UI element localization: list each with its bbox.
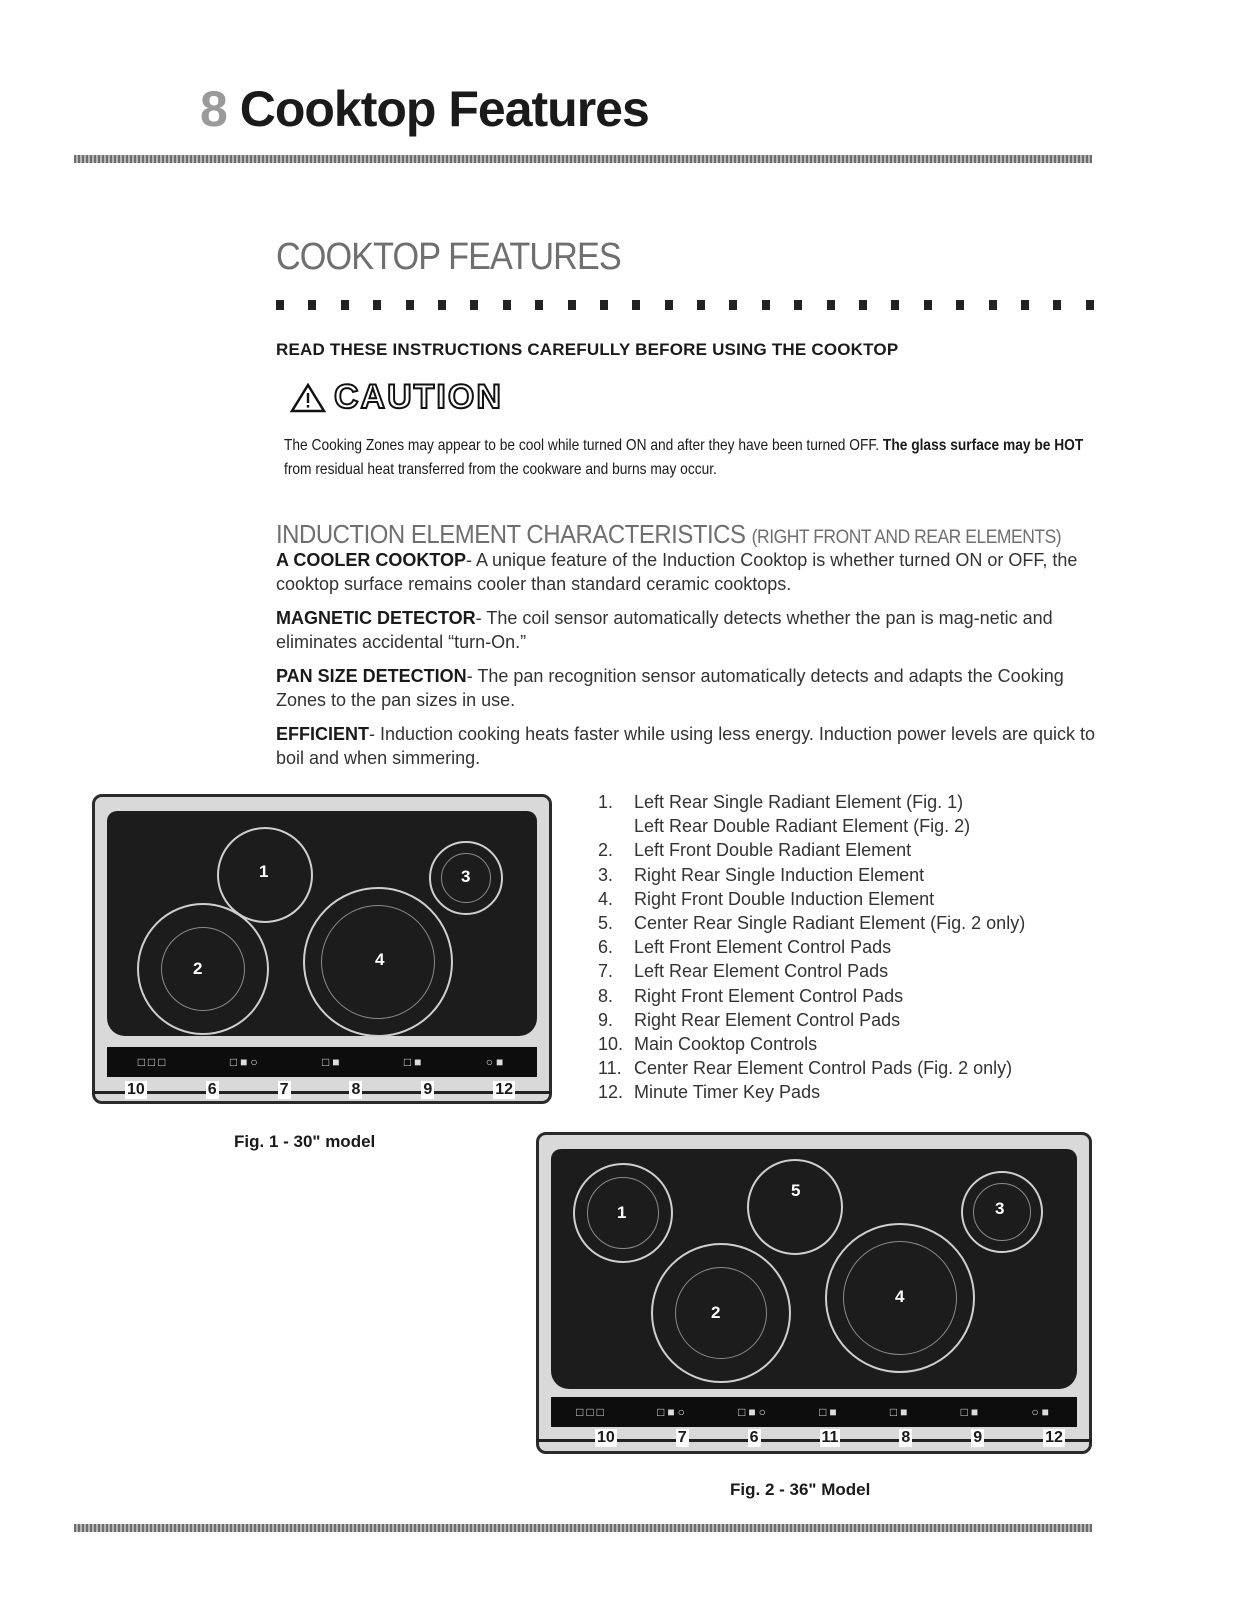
- chapter-heading: [200, 80, 649, 138]
- features-list: [598, 790, 1025, 1105]
- list-item: 9. Right Rear Element Control Pads: [598, 1009, 901, 1030]
- characteristic-term: EFFICIENT: [276, 724, 369, 744]
- caution-text-after: from residual heat transferred from the cookware and burns may occur.: [284, 461, 717, 478]
- caution-word: CAUTION: [334, 378, 503, 416]
- fig1-callout: 7: [279, 1081, 289, 1098]
- fig2-burner-2: [651, 1243, 791, 1383]
- list-item: 7. Left Rear Element Control Pads: [598, 961, 889, 982]
- characteristic-item: [276, 606, 1096, 654]
- fig1-burner-label: 3: [461, 867, 471, 886]
- chapter-title: Cooktop Features: [239, 81, 649, 137]
- caution-heading: [290, 378, 503, 417]
- fig2-burner-label: 5: [791, 1181, 801, 1200]
- section-title: COOKTOP FEATURES: [276, 236, 621, 278]
- induction-title: [276, 519, 1061, 550]
- list-item: 4. Right Front Double Induction Element: [598, 888, 935, 909]
- induction-title-sub: (RIGHT FRONT AND REAR ELEMENTS): [751, 527, 1062, 548]
- footer-rule: [74, 1524, 1092, 1532]
- caution-text: [284, 434, 1101, 482]
- fig2-callout: 8: [901, 1429, 911, 1446]
- warning-icon: [290, 383, 326, 413]
- fig2-callout: 6: [749, 1429, 759, 1446]
- fig1-caption: Fig. 1 - 30" model: [234, 1132, 376, 1151]
- dotted-divider: [276, 300, 1094, 310]
- list-item: 6. Left Front Element Control Pads: [598, 937, 892, 958]
- fig2-callout: 9: [973, 1429, 983, 1446]
- fig1-burner-label: 4: [375, 950, 385, 969]
- fig2-burner-5: [747, 1159, 843, 1255]
- list-item: Left Rear Double Radiant Element (Fig. 2): [634, 816, 971, 837]
- fig2-callout: 11: [821, 1429, 839, 1446]
- fig2-control-bar: □□□ □■○ □■○ □■ □■ □■ ○■: [551, 1397, 1077, 1427]
- header-rule: [74, 155, 1092, 163]
- fig1-control-bar: □□□ □■○ □■ □■ ○■: [107, 1047, 537, 1077]
- characteristic-desc: - The pan recognition sensor automatically detects and adapts the Cooking Zones to the pan sizes in use.: [276, 666, 1064, 710]
- fig2-cooktop-image: [536, 1132, 1092, 1454]
- chapter-number: 8: [200, 81, 227, 137]
- characteristic-term: PAN SIZE DETECTION: [276, 666, 467, 686]
- list-item: 5. Center Rear Single Radiant Element (Fig. 2 only): [598, 913, 1026, 934]
- list-item: 2. Left Front Double Radiant Element: [598, 840, 912, 861]
- characteristic-desc: - Induction cooking heats faster while using less energy. Induction power levels are quick to boil and when simmering.: [276, 724, 1096, 768]
- fig2-burner-label: 1: [617, 1203, 627, 1222]
- fig1-callouts: [125, 1081, 515, 1099]
- fig1-callout: 8: [351, 1081, 361, 1098]
- characteristic-term: MAGNETIC DETECTOR: [276, 608, 476, 628]
- caution-text-bold: The glass surface may be HOT: [882, 437, 1084, 454]
- fig2-burner-label: 2: [711, 1303, 721, 1322]
- fig1-callout: 6: [207, 1081, 217, 1098]
- list-item: 11. Center Rear Element Control Pads (Fig. 2 only): [598, 1058, 1013, 1079]
- fig1-callout: 10: [127, 1081, 145, 1098]
- characteristic-item: [276, 664, 1096, 712]
- fig1-callout: 9: [423, 1081, 433, 1098]
- characteristic-item: [276, 548, 1096, 596]
- fig1-callout: 12: [495, 1081, 513, 1098]
- fig2-burner-label: 4: [895, 1287, 905, 1306]
- caution-text-before: The Cooking Zones may appear to be cool while turned ON and after they have been turned OFF.: [284, 437, 883, 454]
- characteristic-desc: - The coil sensor automatically detects whether the pan is mag-netic and eliminates accidental “turn-On.”: [276, 608, 1053, 652]
- fig2-callouts: [595, 1429, 1065, 1447]
- fig2-callout: 10: [597, 1429, 615, 1446]
- characteristic-term: A COOLER COOKTOP: [276, 550, 467, 570]
- list-item: 3. Right Rear Single Induction Element: [598, 864, 925, 885]
- list-item: 1. Left Rear Single Radiant Element (Fig. 1): [598, 792, 964, 812]
- list-item: 8. Right Front Element Control Pads: [598, 985, 904, 1006]
- fig1-burner-label: 1: [259, 862, 269, 881]
- fig2-burner-label: 3: [995, 1199, 1005, 1218]
- fig1-burner-label: 2: [193, 959, 203, 978]
- read-instructions-heading: READ THESE INSTRUCTIONS CAREFULLY BEFORE USING THE COOKTOP: [276, 340, 899, 359]
- list-item: 12. Minute Timer Key Pads: [598, 1082, 821, 1103]
- fig1-burner-2: [137, 903, 269, 1035]
- induction-title-main: INDUCTION ELEMENT CHARACTERISTICS: [276, 519, 746, 549]
- characteristic-desc: - A unique feature of the Induction Cooktop is whether turned ON or OFF, the cooktop surface remains cooler than standard ceramic cooktops.: [276, 550, 1078, 594]
- fig2-callout: 12: [1045, 1429, 1063, 1446]
- fig2-callout: 7: [677, 1429, 687, 1446]
- fig2-caption: Fig. 2 - 36" Model: [730, 1480, 871, 1499]
- list-item: 10. Main Cooktop Controls: [598, 1034, 818, 1055]
- characteristic-item: [276, 722, 1096, 770]
- fig1-cooktop-image: [92, 794, 552, 1104]
